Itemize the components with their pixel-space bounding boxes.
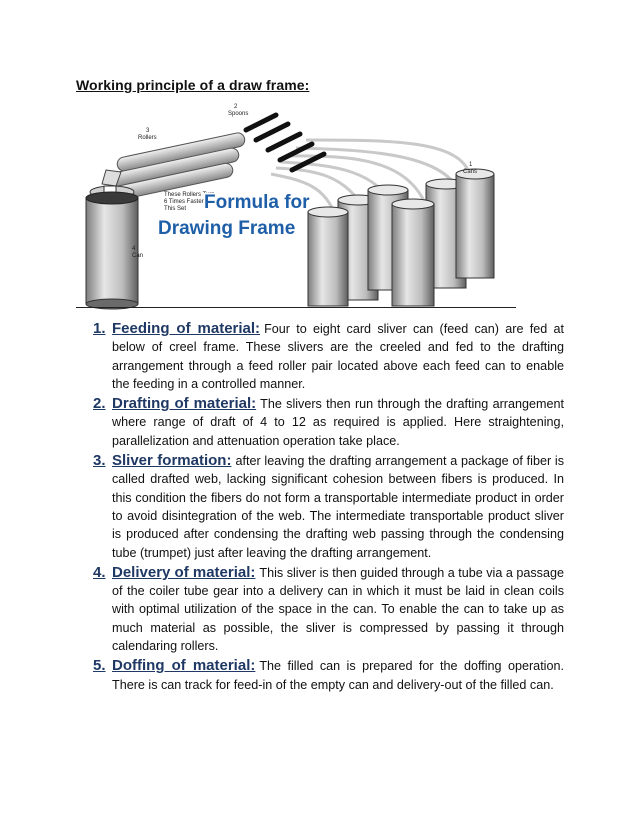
svg-text:Rollers: Rollers bbox=[138, 135, 157, 141]
draw-frame-illustration bbox=[76, 100, 516, 310]
svg-text:This Set: This Set bbox=[164, 206, 187, 212]
label-rollers: 3 bbox=[146, 128, 150, 134]
svg-text:Drawing Frame: Drawing Frame bbox=[158, 218, 296, 239]
item-number: 3. bbox=[93, 452, 106, 470]
label-these-rollers: These Rollers Turn bbox=[164, 192, 215, 198]
svg-text:6 Times Faster: 6 Times Faster bbox=[164, 199, 204, 205]
item-number: 2. bbox=[93, 395, 106, 413]
label-spoons: 2 bbox=[234, 104, 238, 110]
item-number: 1. bbox=[93, 320, 106, 337]
delivery-can bbox=[86, 192, 138, 309]
item-number: 5. bbox=[93, 657, 106, 675]
list-item bbox=[80, 395, 564, 450]
item-term: Doffing of material: bbox=[112, 657, 256, 675]
svg-text:Can: Can bbox=[132, 253, 144, 259]
label-cans: 1 bbox=[469, 162, 473, 168]
page-heading: Working principle of a draw frame: bbox=[76, 77, 310, 93]
list-item bbox=[80, 564, 564, 655]
svg-text:Cans: Cans bbox=[463, 169, 478, 175]
item-number: 4. bbox=[93, 563, 106, 581]
item-text: The filled can is prepared for the doffing operation. There is can track for feed-in of the empty can and delivery-out of the filled can. bbox=[112, 659, 564, 692]
list-item bbox=[80, 452, 564, 562]
list-item bbox=[80, 657, 564, 694]
item-text: This sliver is then guided through a tube via a passage of the coiler tube gear into a delivery can in which it must be laid in clean coils with optimal utilization of the space in the can. To enable the can to take up as much material as possible, the sliver is compressed by passing it through calendaring rollers. bbox=[112, 565, 564, 654]
item-term: Drafting of material: bbox=[112, 395, 257, 413]
svg-text:Formula for: Formula for bbox=[204, 192, 310, 213]
process-steps-list bbox=[80, 320, 564, 696]
item-text: The slivers then run through the drafting arrangement where range of draft of 4 to 12 as required is applied. Here straightening, parallelization and attenuation operation take place. bbox=[112, 397, 565, 448]
item-term: Feeding of material: bbox=[112, 320, 261, 337]
item-term: Sliver formation: bbox=[112, 452, 232, 470]
label-can: 4 bbox=[132, 246, 136, 252]
item-term: Delivery of material: bbox=[112, 563, 256, 581]
list-item bbox=[80, 320, 564, 393]
feed-cans bbox=[308, 169, 494, 306]
svg-text:Spoons: Spoons bbox=[228, 111, 249, 117]
item-text: Four to eight card sliver can (feed can) are fed at below of creel frame. These slivers are the creeled and fed to the drafting arrangement through a feed roller pair located above each feed can to enable the feeding in a controlled manner. bbox=[112, 322, 564, 391]
figure-underline bbox=[76, 307, 516, 308]
item-text: after leaving the drafting arrangement a package of fiber is called drafted web, lacking significant cohesion between fibers is produced. In this condition the fibers do not form a transportable intermediate product in order to avoid disintegration of the web. The intermediate transportable product sliver is produced after condensing the drafting web passing through the condensing tube (trumpet) just after leaving the drafting arrangement. bbox=[112, 454, 565, 560]
